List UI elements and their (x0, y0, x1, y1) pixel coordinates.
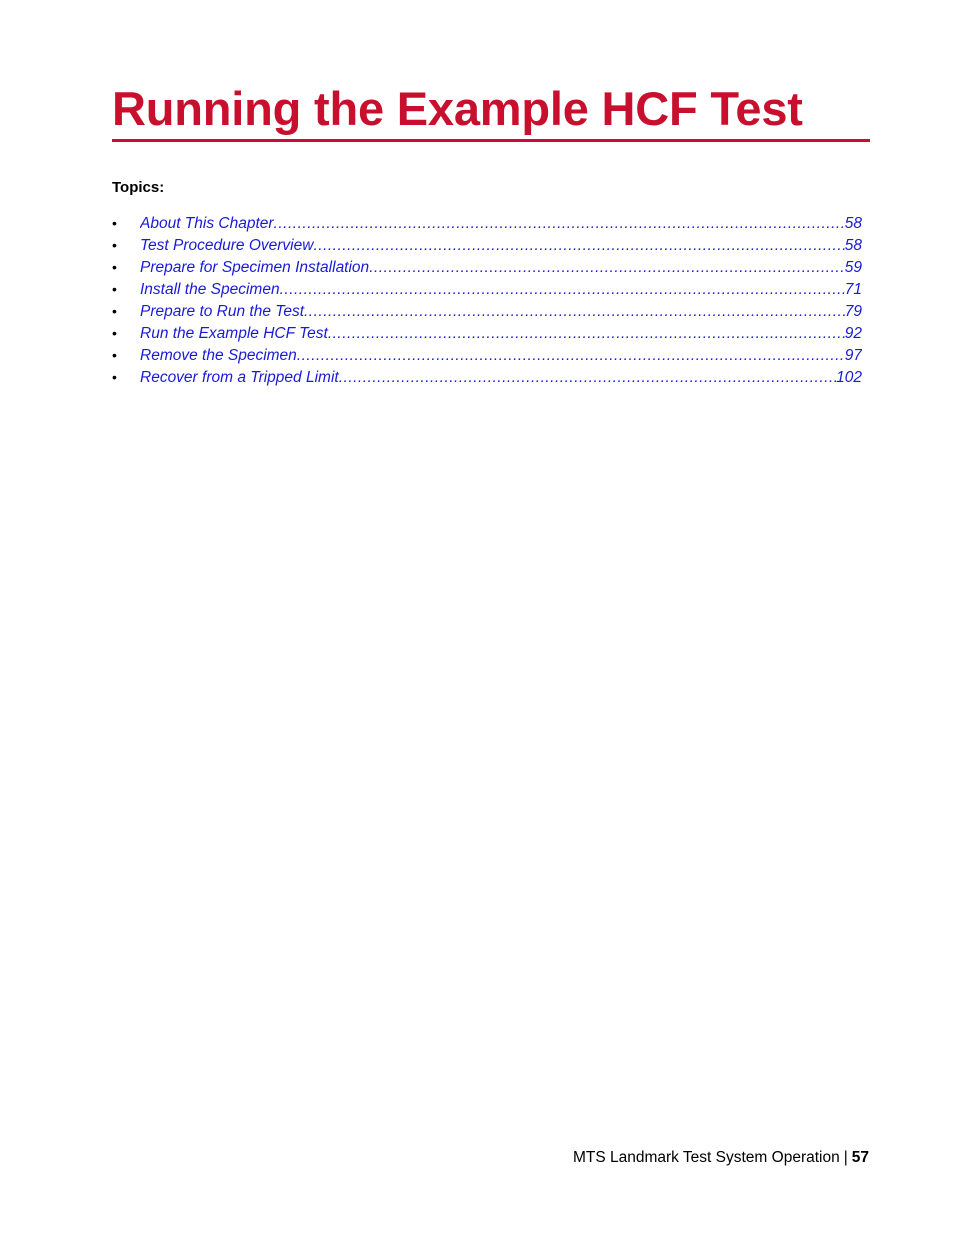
toc-page-number: 79 (844, 303, 862, 320)
toc-link-test-procedure-overview[interactable] (140, 235, 862, 257)
dot-leader (297, 345, 845, 367)
toc-item (112, 256, 862, 278)
bullet: • (112, 281, 117, 297)
bullet: • (112, 369, 117, 385)
toc-link-title: About This Chapter (140, 215, 274, 232)
footer-doc-title: MTS Landmark Test System Operation (572, 1149, 840, 1166)
dot-leader (304, 301, 845, 323)
bullet: • (112, 325, 117, 341)
toc-link-install-the-specimen[interactable] (140, 279, 862, 301)
bullet: • (112, 259, 117, 275)
toc-link-remove-the-specimen[interactable] (140, 345, 862, 367)
toc-item (112, 300, 862, 322)
toc-item (112, 234, 862, 256)
toc-page-number: 92 (844, 325, 862, 342)
chapter-title: Running the Example HCF Test (112, 82, 803, 135)
bullet: • (112, 215, 117, 231)
toc-link-title: Run the Example HCF Test (140, 325, 328, 342)
toc-link-title: Prepare to Run the Test (140, 303, 304, 320)
bullet: • (112, 237, 117, 253)
toc-link-prepare-for-specimen-installation[interactable] (140, 257, 862, 279)
toc-link-about-this-chapter[interactable] (140, 213, 862, 235)
topics-list (112, 212, 862, 388)
dot-leader (280, 279, 845, 301)
dot-leader (274, 213, 845, 235)
title-underline (112, 139, 870, 142)
toc-link-run-the-example-hcf-test[interactable] (140, 323, 862, 345)
toc-item (112, 322, 862, 344)
toc-item (112, 366, 862, 388)
page-footer (573, 1148, 869, 1168)
bullet: • (112, 303, 117, 319)
toc-link-title: Prepare for Specimen Installation (140, 259, 370, 276)
footer-page-number: 57 (851, 1149, 869, 1166)
toc-item (112, 278, 862, 300)
dot-leader (328, 323, 845, 345)
toc-link-recover-from-a-tripped-limit[interactable] (140, 367, 862, 389)
dot-leader (339, 367, 836, 389)
footer-separator: | (843, 1149, 848, 1166)
toc-page-number: 102 (836, 369, 862, 386)
toc-page-number: 71 (844, 281, 862, 298)
toc-link-title: Install the Specimen (140, 281, 280, 298)
dot-leader (369, 257, 845, 279)
toc-page-number: 58 (844, 237, 862, 254)
bullet: • (112, 347, 117, 363)
toc-item (112, 344, 862, 366)
dot-leader (313, 235, 844, 257)
toc-link-title: Test Procedure Overview (140, 237, 314, 254)
toc-link-prepare-to-run-the-test[interactable] (140, 301, 862, 323)
toc-page-number: 58 (844, 215, 862, 232)
toc-link-title: Recover from a Tripped Limit (140, 369, 339, 386)
toc-page-number: 97 (844, 347, 862, 364)
topics-label: Topics: (112, 179, 165, 196)
toc-item (112, 212, 862, 234)
toc-link-title: Remove the Specimen (140, 347, 297, 364)
toc-page-number: 59 (844, 259, 862, 276)
